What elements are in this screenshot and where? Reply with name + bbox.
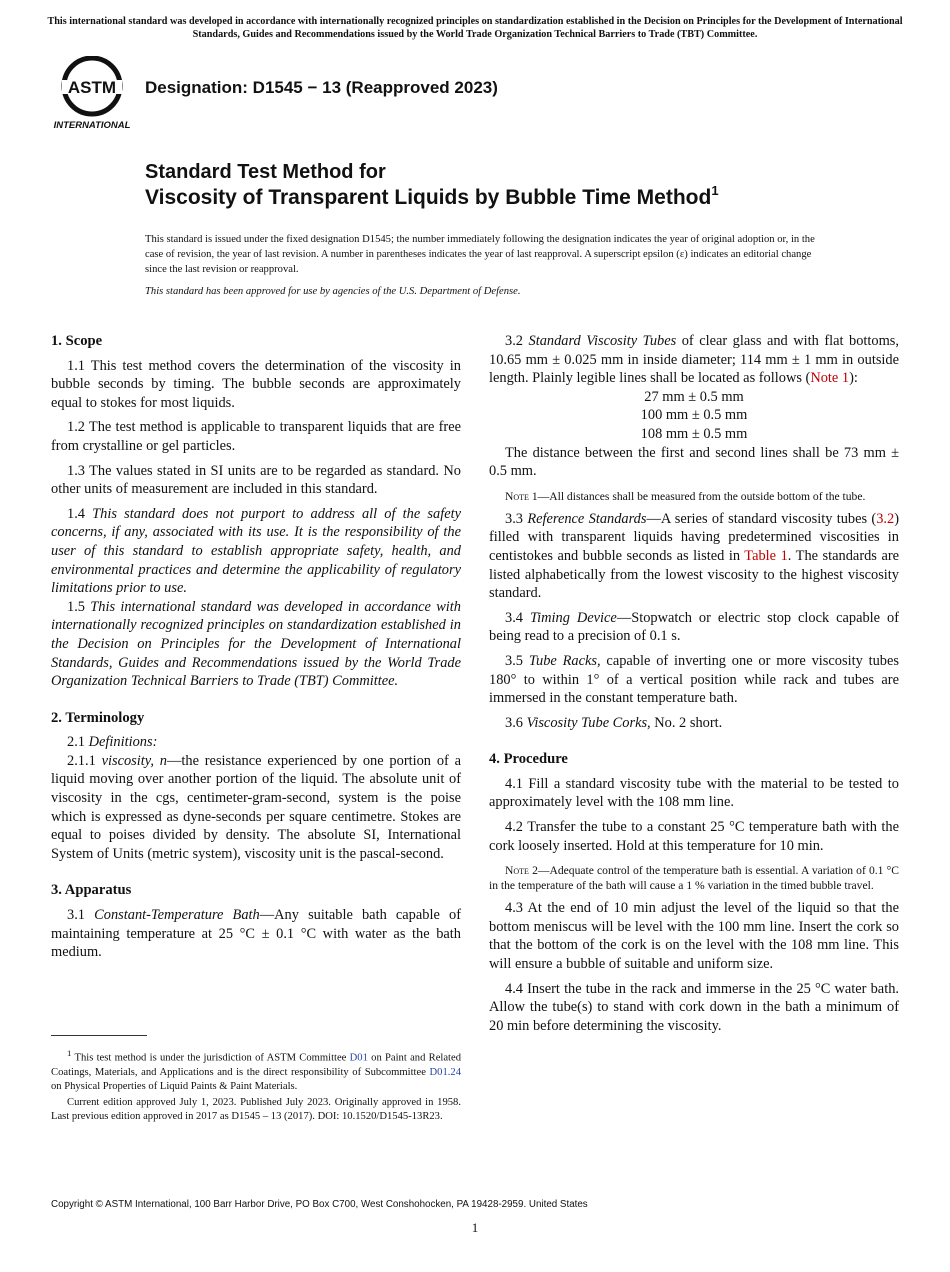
paragraph-2-1: 2.1 Definitions: [67,734,158,751]
note-2: Note 2—Adequate control of the temperature bath is essential. A variation of 0.1 °C in the temperature of the bath will cause a 1 % variation in the timed bubble travel. [489,864,899,893]
title-line-1: Standard Test Method for [145,161,386,183]
tbt-banner: This international standard was developed in accordance with internationally recognized principles on standardization established in the Decision on Principles for the Development of International Standards, Guides and Recommendations issued by the World Trade Organization Technical Barriers to Trade (TBT) Committee. [47,16,903,40]
paragraph-3-2-distance: The distance between the first and second lines shall be 73 mm ± 0.5 mm. [489,444,899,480]
designation: Designation: D1545 − 13 (Reapproved 2023) [145,78,498,97]
title-footnote-mark[interactable]: 1 [711,183,719,198]
note-1: Note 1—All distances shall be measured from the outside bottom of the tube. [505,489,866,503]
section-heading-terminology: 2. Terminology [51,709,145,726]
paragraph-3-5: 3.5 Tube Racks, capable of inverting one or more viscosity tubes 180° to within 1° of a vertical position while rack and tubes are immersed in the constant temperature bath. [489,652,899,707]
link-3-2[interactable]: 3.2 [876,510,895,527]
paragraph-1-1: 1.1 This test method covers the determination of the viscosity in bubble seconds by timing. The bubble seconds are approximately equal to stokes for most liquids. [51,357,461,411]
approved-note: This standard has been approved for use by agencies of the U.S. Department of Defense. [145,286,521,297]
logo-subtext: INTERNATIONAL [53,120,131,131]
right-column [489,332,899,1041]
line-spec-3: 108 mm ± 0.5 mm [640,425,748,442]
paragraph-4-1: 4.1 Fill a standard viscosity tube with the material to be tested to approximately level with the 108 mm line. [489,775,899,811]
page-number: 1 [471,1220,479,1235]
paragraph-1-5: 1.5 This international standard was developed in accordance with internationally recognized principles on standardization established in the Decision on Principles for the Development of International Standards, Guides and Recommendations issued by the World Trade Organization Technical Barriers to Trade (TBT) Committee. [51,598,461,690]
paragraph-3-3: 3.3 Reference Standards—A series of standard viscosity tubes (3.2) filled with transparent liquids having predetermined viscosities in centistokes and bubble seconds as listed in Table 1. The standards are listed alphabetically from the lowest viscosity to the highest viscosity standard. [489,510,900,602]
paragraph-3-6: 3.6 Viscosity Tube Corks, No. 2 short. [505,714,723,731]
line-spec-1: 27 mm ± 0.5 mm [644,388,744,405]
paragraph-4-4: 4.4 Insert the tube in the rack and immerse in the 25 °C water bath. Allow the tube(s) to stand with cork down in the bath a minimum of 20 min before determining the viscosity. [489,980,899,1034]
link-d01[interactable]: D01 [349,1052,368,1064]
link-table-1[interactable]: Table 1 [744,547,788,564]
link-d01-24[interactable]: D01.24 [429,1066,461,1078]
paragraph-2-1-1: 2.1.1 viscosity, n—the resistance experienced by one portion of a liquid moving over another portion of the liquid. The absolute unit of viscosity in the cgs, centimeter-gram-second, system is the poise which is expressed as dyne-seconds per square centimetre. Stokes are equal to poises divided by density. The absolute SI, International System of Units (metric system), viscosity unit is the pascal-second. [51,752,462,862]
logo-text: ASTM [67,78,117,97]
section-heading-scope: 1. Scope [51,333,103,349]
section-heading-procedure: 4. Procedure [489,751,568,768]
paragraph-3-4: 3.4 Timing Device—Stopwatch or electric stop clock capable of being read to a precision of 0.1 s. [489,609,899,645]
paragraph-1-4: 1.4 This standard does not purport to address all of the safety concerns, if any, associated with its use. It is the responsibility of the user of this standard to establish appropriate safety, health, and environmental practices and determine the applicability of regulatory limitations prior to use. [51,505,461,597]
astm-logo [52,56,136,132]
paragraph-1-3: 1.3 The values stated in SI units are to be regarded as standard. No other units of measurement are included in this standard. [51,462,461,498]
document-title [145,160,719,210]
footnote-divider [51,1035,147,1036]
title-line-2: Viscosity of Transparent Liquids by Bubble Time Method$^1$ [145,183,719,209]
issued-note: This standard is issued under the fixed designation D1545; the number immediately following the designation indicates the year of original adoption or, in the case of revision, the year of last revision. A number in parentheses indicates the year of last reapproval. A superscript epsilon (ε) indicates an editorial change since the last revision or reapproval. [145,234,815,275]
footnote-1: $^1$ This test method is under the jurisdiction of ASTM Committee D01 on Paint and Related Coatings, Materials, and Applications and is the direct responsibility of Subcommittee D01.24 on Physical Properties of Liquid Paints & Paint Materials. [51,1048,461,1092]
paragraph-4-2: 4.2 Transfer the tube to a constant 25 °C temperature bath with the cork loosely inserted. Hold at this temperature for 10 min. [489,819,899,854]
footnote-edition: Current edition approved July 1, 2023. Published July 2023. Originally approved in 1958. Last previous edition approved in 2017 as D1545 – 13 (2017). DOI: 10.1520/D1545-13R23. [51,1097,461,1123]
paragraph-1-2: 1.2 The test method is applicable to transparent liquids that are free from crystalline or gel particles. [51,419,461,454]
section-heading-apparatus: 3. Apparatus [51,882,132,899]
link-note-1[interactable]: Note 1 [810,370,850,387]
footnotes [51,1046,461,1127]
line-spec-2: 100 mm ± 0.5 mm [640,407,748,424]
left-column [51,332,461,968]
paragraph-3-2: 3.2 Standard Viscosity Tubes of clear glass and with flat bottoms, 10.65 mm ± 0.025 mm in inside diameter; 114 mm ± 1 mm in outside length. Plainly legible lines shall be located as follows (Note 1): [489,333,899,387]
paragraph-4-3: 4.3 At the end of 10 min adjust the level of the liquid so that the bottom meniscus will be level with the 100 mm line. Insert the cork so that the bottom of the cork is on the level with the 108 mm line. This will ensure a bubble of suitable and uniform size. [489,900,899,973]
paragraph-3-1: 3.1 Constant-Temperature Bath—Any suitable bath capable of maintaining temperature at 25 °C ± 0.1 °C with water as the bath medium. [51,907,461,961]
copyright-notice: Copyright © ASTM International, 100 Barr Harbor Drive, PO Box C700, West Conshohocken, PA 19428-2959. United States [51,1199,588,1210]
